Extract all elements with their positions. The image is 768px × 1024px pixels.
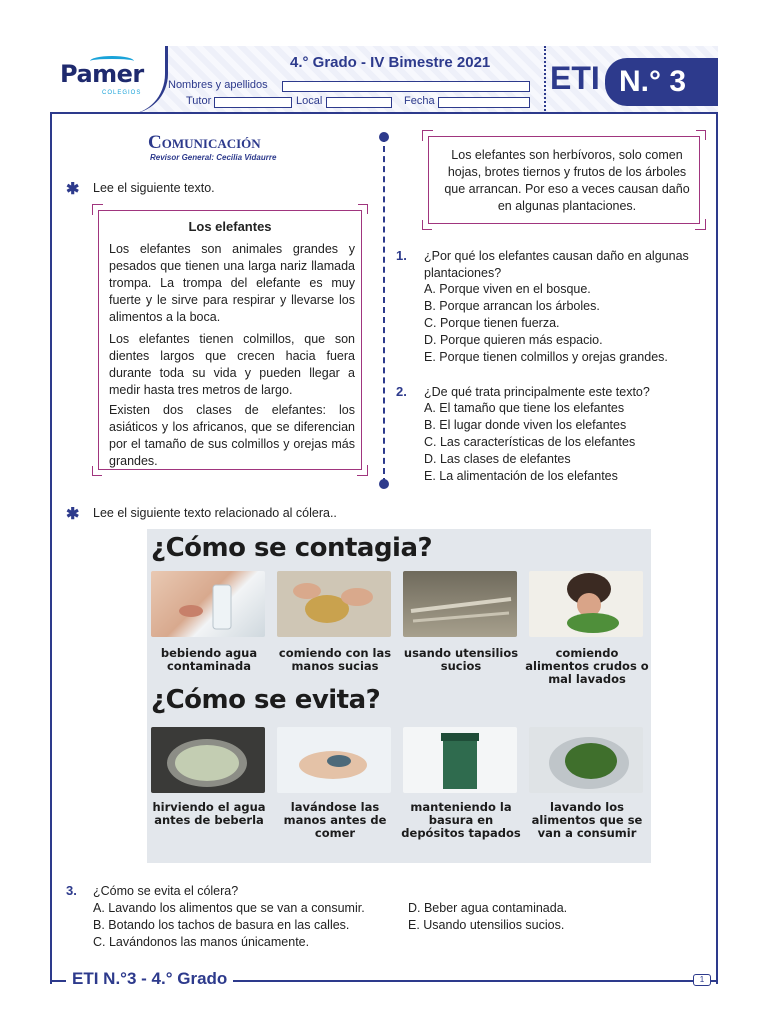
option[interactable]: A. Lavando los alimentos que se van a consumir. (93, 901, 365, 915)
reading1-title: Los elefantes (188, 219, 272, 234)
name-label: Nombres y apellidos (168, 79, 268, 91)
option[interactable]: A. Porque viven en el bosque. (424, 282, 591, 296)
option[interactable]: C. Lavándonos las manos únicamente. (93, 935, 310, 949)
name-field[interactable] (282, 81, 530, 92)
option[interactable]: C. Las características de los elefantes (424, 435, 636, 449)
raw-food-photo (529, 571, 643, 637)
option[interactable]: B. El lugar donde viven los elefantes (424, 418, 627, 432)
header-separator (544, 46, 546, 114)
prevention-caption: lavando los alimentos que se van a consumir (531, 800, 643, 840)
reading2-instruction: Lee el siguiente texto relacionado al cólera.. (93, 506, 337, 520)
question-text: ¿De qué trata principalmente este texto? (424, 385, 650, 399)
page-number: 1 (693, 974, 711, 986)
question-number: 3. (66, 883, 77, 898)
prevention-caption: manteniendo la basura en depósitos tapados (401, 800, 521, 840)
eti-number-badge: N.° 3 (605, 58, 718, 106)
local-label: Local (296, 95, 323, 107)
option[interactable]: A. El tamaño que tiene los elefantes (424, 401, 625, 415)
contagion-caption: bebiendo agua contaminada (160, 646, 258, 673)
logo-area (50, 46, 168, 114)
option[interactable]: E. Usando utensilios sucios. (408, 918, 565, 932)
column-divider (383, 136, 385, 484)
option[interactable]: D. Beber agua contaminada. (408, 901, 568, 915)
covered-bin-photo (403, 727, 517, 793)
reading1-paragraph: Los elefantes son animales grandes y pesados que tienen una larga nariz llamada trompa. La trompa del elefante es muy fuerte y le sirve para respirar y llevarse los alimentos a la boca. (109, 242, 355, 324)
option[interactable]: E. La alimentación de los elefantes (424, 469, 618, 483)
question-number: 2. (396, 384, 407, 399)
logo-subtitle: COLEGIOS (102, 90, 142, 96)
option[interactable]: D. Las clases de elefantes (424, 452, 571, 466)
option[interactable]: D. Porque quieren más espacio. (424, 333, 603, 347)
question-text: ¿Cómo se evita el cólera? (93, 884, 239, 898)
reading1-instruction: Lee el siguiente texto. (93, 181, 215, 195)
asterisk-icon: ✱ (66, 181, 80, 198)
contagion-caption: usando utensilios sucios (403, 646, 519, 673)
divider-dot-icon (379, 132, 389, 142)
option[interactable]: B. Porque arrancan los árboles. (424, 299, 600, 313)
contagion-caption: comiendo alimentos crudos o mal lavados (525, 646, 649, 686)
washing-hands-photo (277, 727, 391, 793)
option[interactable]: C. Porque tienen fuerza. (424, 316, 560, 330)
subject-title: Comunicación (148, 132, 261, 153)
logo: Pamer (60, 60, 144, 88)
reviewer: Revisor General: Cecilia Vidaurre (150, 153, 277, 162)
date-field[interactable] (438, 97, 530, 108)
eti-label: ETI (550, 60, 600, 96)
asterisk-icon: ✱ (66, 506, 80, 523)
prevention-heading: ¿Cómo se evita? (151, 685, 381, 715)
question-number: 1. (396, 248, 407, 263)
reading1-box (98, 210, 362, 470)
tutor-field[interactable] (214, 97, 292, 108)
reading1-paragraph: Los elefantes tienen colmillos, que son dientes largos que crecen hacia fuera durante toda su vida y pueden llegar a medir hasta tres metros de largo. (109, 332, 355, 397)
grade-title: 4.° Grado - IV Bimestre 2021 (290, 54, 491, 71)
dirty-utensils-photo (403, 571, 517, 637)
reading1-paragraph: Existen dos clases de elefantes: los asiáticos y los africanos, que se diferencian por el tamaño de sus colmillos y orejas más grandes. (109, 403, 355, 468)
date-label: Fecha (404, 95, 435, 107)
header-divider (50, 112, 718, 114)
prevention-caption: hirviendo el agua antes de beberla (152, 800, 266, 827)
drinking-water-photo (151, 571, 265, 637)
fact-text: Los elefantes son herbívoros, solo comen hojas, brotes tiernos y frutos de los árboles que arrancan. Por eso a veces causan daño en algunas plantaciones. (444, 148, 690, 213)
header (50, 46, 718, 114)
contagion-caption: comiendo con las manos sucias (278, 646, 392, 673)
boiling-water-photo (151, 727, 265, 793)
question-text: ¿Por qué los elefantes causan daño en algunas plantaciones? (424, 249, 689, 280)
contagion-heading: ¿Cómo se contagia? (151, 533, 433, 563)
divider-dot-icon (379, 479, 389, 489)
local-field[interactable] (326, 97, 392, 108)
washing-food-photo (529, 727, 643, 793)
tutor-label: Tutor (186, 95, 212, 107)
prevention-caption: lavándose las manos antes de comer (283, 800, 387, 840)
option[interactable]: E. Porque tienen colmillos y orejas grandes. (424, 350, 668, 364)
fact-box (428, 136, 700, 224)
option[interactable]: B. Botando los tachos de basura en las calles. (93, 918, 350, 932)
cholera-infographic (147, 529, 651, 863)
dirty-hands-photo (277, 571, 391, 637)
footer-title: ETI N.°3 - 4.° Grado (66, 969, 233, 989)
